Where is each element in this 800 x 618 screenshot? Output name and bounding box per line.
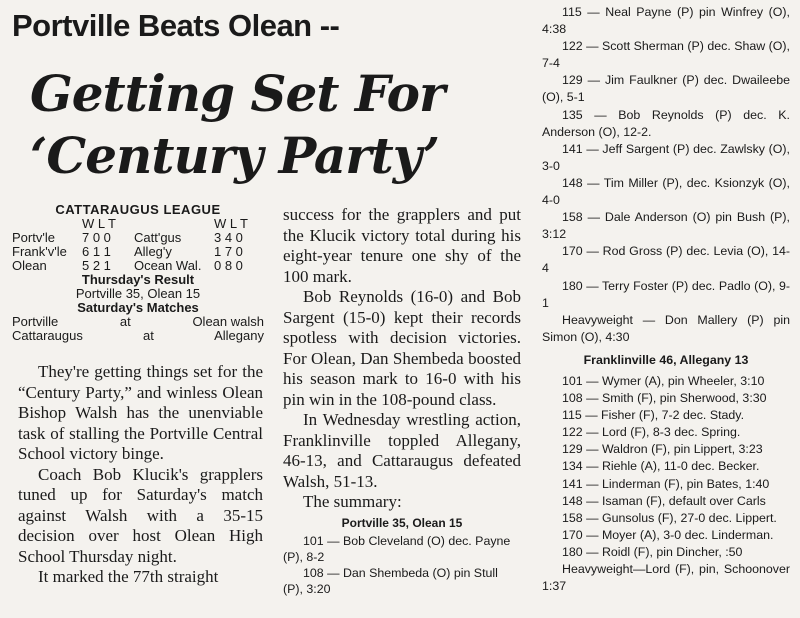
at-text: at (143, 328, 154, 343)
team-record: 6 1 1 (82, 244, 111, 259)
headline-line-1: Getting Set For (30, 64, 445, 123)
paragraph: Bob Reynolds (16-0) and Bob Sargent (15-0) kept their records spotless with decision victories. For Olean, Dan Shembeda boosted his season mark to 16-0 with his pin win in the 108-pound class. (283, 287, 521, 409)
bout-result: 115 — Neal Payne (P) pin Winfrey (O), 4:38 (542, 5, 790, 37)
at-text: at (119, 314, 131, 329)
team-record: 3 4 0 (214, 230, 243, 245)
bout-result: 108 — Smith (F), pin Sherwood, 3:30 (562, 391, 767, 406)
kicker-headline: Portville Beats Olean -- (12, 8, 340, 43)
results-column (542, 4, 790, 595)
bout-result: 129 — Jim Faulkner (P) dec. Dwaileebe (O), 5-1 (542, 73, 790, 105)
standings-row (12, 259, 264, 273)
bout-result: 135 — Bob Reynolds (P) dec. K. Anderson (O), 12-2. (542, 107, 790, 139)
article-column-1 (18, 362, 263, 588)
away-team: Allegany (214, 328, 264, 343)
team-record: 0 8 0 (214, 258, 243, 273)
standings-title: CATTARAUGUS LEAGUE (55, 202, 221, 217)
paragraph: The summary: (303, 492, 402, 511)
paragraph: It marked the 77th straight (38, 567, 219, 586)
saturday-match (12, 329, 264, 343)
team-name: Ocean Wal. (134, 258, 202, 273)
saturday-title: Saturday's Matches (77, 300, 199, 315)
standings-header (12, 217, 264, 231)
standings-row (12, 231, 264, 245)
league-standings (12, 203, 264, 343)
article-column-2 (283, 205, 521, 597)
bout-result: 148 — Tim Miller (P), dec. Ksionzyk (O), 4-0 (542, 175, 790, 208)
team-name: Olean (12, 258, 47, 273)
saturday-match (12, 315, 264, 329)
home-team: Cattaraugus (12, 328, 83, 343)
paragraph: success for the grapplers and put the Klucik victory total during his eight-year tenure one shy of the 100 mark. (283, 205, 521, 286)
headline-line-2: ‘Century Party’ (30, 126, 439, 185)
bout-result: 101 — Wymer (A), pin Wheeler, 3:10 (562, 373, 765, 388)
away-team: Olean walsh (192, 314, 264, 329)
paragraph: They're getting things set for the “Century Party,” and winless Olean Bishop Walsh has the unenviable task of stalling the Portville Central School victory binge. (18, 362, 263, 463)
bout-result: Heavyweight — Don Mallery (P) pin Simon (O), 4:30 (542, 312, 790, 344)
bout-result: 180 — Terry Foster (P) dec. Padlo (O), 9-1 (542, 278, 790, 310)
bout-result: 141 — Linderman (F), pin Bates, 1:40 (562, 476, 770, 491)
bout-result: 148 — Isaman (F), default over Carls (562, 493, 766, 508)
team-record: 7 0 0 (82, 230, 111, 245)
bout-result: 170 — Rod Gross (P) dec. Levia (O), 14-4 (542, 244, 790, 276)
bout-result: 122 — Lord (F), 8-3 dec. Spring. (562, 425, 741, 440)
column-heading: W L T (214, 216, 248, 231)
team-name: Portv'le (12, 230, 55, 245)
franklinville-heading: Franklinville 46, Allegany 13 (583, 352, 749, 367)
bout-result: 158 — Gunsolus (F), 27-0 dec. Lippert. (562, 510, 777, 525)
paragraph: In Wednesday wrestling action, Franklinville toppled Allegany, 46-13, and Cattaraugus defeated Walsh, 51-13. (283, 410, 521, 491)
paragraph: Coach Bob Klucik's grapplers tuned up for Saturday's match against Walsh with a 35-15 decision over host Olean High School Thursday night. (18, 464, 263, 566)
column-heading: W L T (82, 216, 116, 231)
home-team: Portville (12, 314, 59, 329)
bout-result: 122 — Scott Sherman (P) dec. Shaw (O), 7-4 (542, 39, 790, 71)
thursday-result: Portville 35, Olean 15 (75, 286, 201, 301)
bout-result: 180 — Roidl (F), pin Dincher, :50 (562, 544, 743, 559)
bout-result: 141 — Jeff Sargent (P) dec. Zawlsky (O), 3-0 (542, 141, 790, 173)
team-name: Alleg'y (134, 244, 172, 259)
team-name: Frank'v'le (12, 244, 67, 259)
summary-heading: Portville 35, Olean 15 (341, 515, 463, 530)
team-name: Catt'gus (134, 230, 182, 245)
bout-result: 170 — Moyer (A), 3-0 dec. Linderman. (562, 527, 774, 542)
standings-row (12, 245, 264, 259)
team-record: 5 2 1 (82, 258, 111, 273)
bout-result: 108 — Dan Shembeda (O) pin Stull (P), 3:20 (283, 566, 498, 596)
bout-result: 101 — Bob Cleveland (O) dec. Payne (P), 8-2 (283, 534, 511, 564)
bout-result: 129 — Waldron (F), pin Lippert, 3:23 (562, 442, 763, 457)
bout-result: 158 — Dale Anderson (O) pin Bush (P), 3:12 (542, 210, 790, 242)
team-record: 1 7 0 (214, 244, 243, 259)
bout-result: 115 — Fisher (F), 7-2 dec. Stady. (562, 408, 745, 423)
bout-result: 134 — Riehle (A), 11-0 dec. Becker. (562, 459, 760, 474)
bout-result: Heavyweight—Lord (F), pin, Schoonover 1:37 (542, 562, 790, 594)
thursday-title: Thursday's Result (81, 272, 195, 287)
